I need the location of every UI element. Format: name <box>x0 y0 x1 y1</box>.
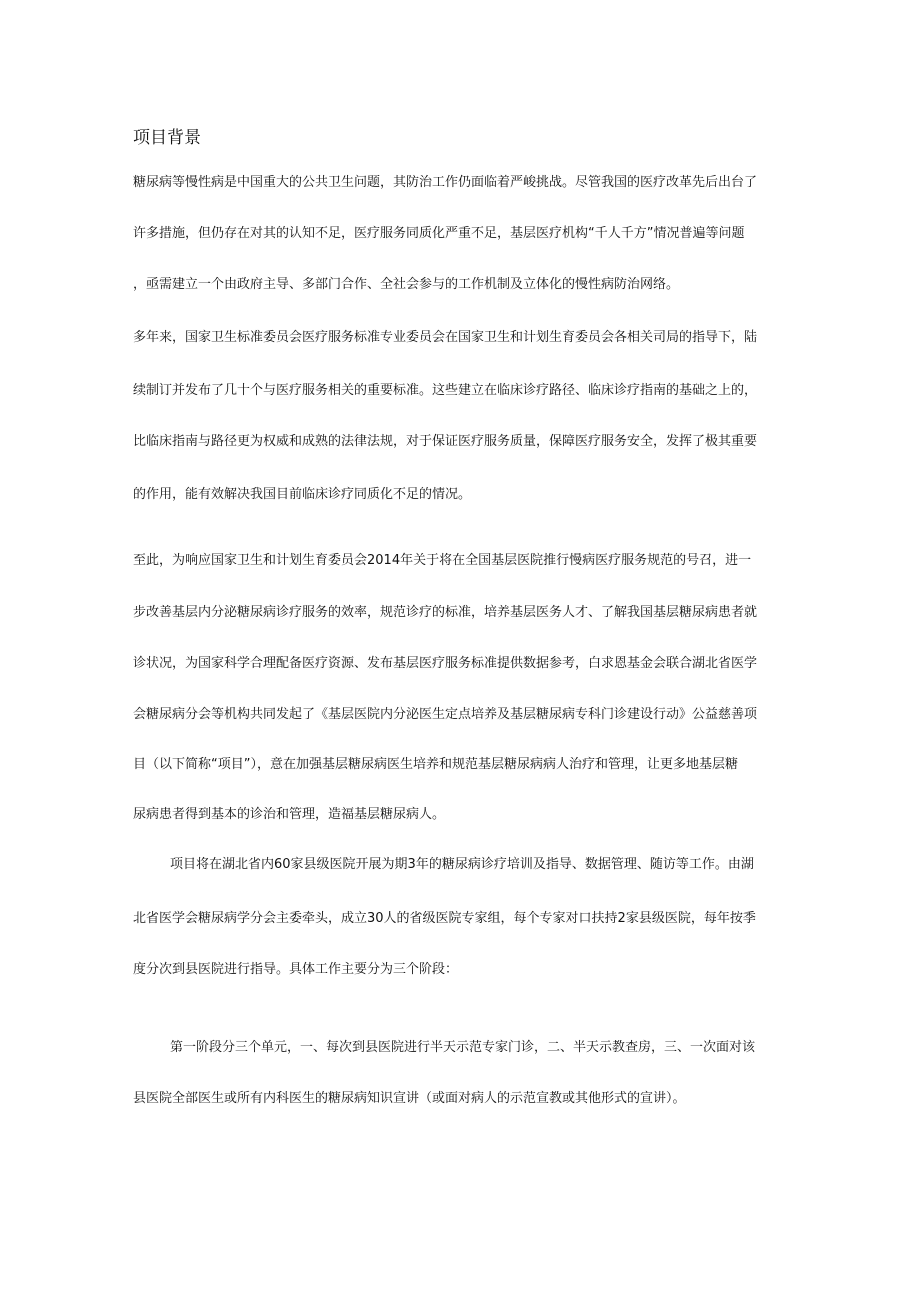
paragraph-line: 的作用，能有效解决我国目前临床诊疗同质化不足的情况。 <box>133 487 472 502</box>
paragraph-line: 会糖尿病分会等机构共同发起了《基层医院内分泌医生定点培养及基层糖尿病专科门诊建设行动》公益慈善项 <box>133 707 758 722</box>
paragraph-line: 尿病患者得到基本的诊治和管理，造福基层糖尿病人。 <box>133 807 446 822</box>
paragraph-line: 许多措施，但仍存在对其的认知不足，医疗服务同质化严重不足，基层医疗机构“千人千方”情况普遍等问题 <box>133 226 745 241</box>
paragraph-line: 第一阶段分三个单元，一、每次到县医院进行半天示范专家门诊，二、半天示教查房，三、一次面对该 <box>170 1040 756 1055</box>
paragraph-line: 北省医学会糖尿病学分会主委牵头，成立30人的省级医院专家组，每个专家对口扶持2家县级医院，每年按季 <box>133 911 756 926</box>
paragraph-line: 县医院全部医生或所有内科医生的糖尿病知识宣讲（或面对病人的示范宣教或其他形式的宣讲）。 <box>133 1091 686 1106</box>
paragraph-line: 步改善基层内分泌糖尿病诊疗服务的效率，规范诊疗的标准，培养基层医务人才、了解我国基层糖尿病患者就 <box>133 605 758 620</box>
paragraph-line: 诊状况，为国家科学合理配备医疗资源、发布基层医疗服务标准提供数据参考，白求恩基金会联合湖北省医学 <box>133 656 758 671</box>
paragraph-line: 多年来，国家卫生标准委员会医疗服务标准专业委员会在国家卫生和计划生育委员会各相关司局的指导下，陆 <box>133 330 758 345</box>
paragraph-line: 至此，为响应国家卫生和计划生育委员会2014年关于将在全国基层医院推行慢病医疗服务规范的号召，进一 <box>133 553 752 568</box>
paragraph-line: 项目将在湖北省内60家县级医院开展为期3年的糖尿病诊疗培训及指导、数据管理、随访等工作。由湖 <box>170 857 754 872</box>
paragraph-line: 糖尿病等慢性病是中国重大的公共卫生问题，其防治工作仍面临着严峻挑战。尽管我国的医疗改革先后出台了 <box>133 175 758 190</box>
paragraph-line: 续制订并发布了几十个与医疗服务相关的重要标准。这些建立在临床诊疗路径、临床诊疗指南的基础之上的， <box>133 383 758 398</box>
paragraph-line: 度分次到县医院进行指导。具体工作主要分为三个阶段： <box>133 962 459 977</box>
paragraph-line: 目（以下简称“项目”），意在加强基层糖尿病医生培养和规范基层糖尿病病人治疗和管理，让更多地基层糖 <box>133 757 738 772</box>
paragraph-line: ，亟需建立一个由政府主导、多部门合作、全社会参与的工作机制及立体化的慢性病防治网络。 <box>133 277 680 292</box>
section-title: 项目背景 <box>133 128 201 148</box>
paragraph-line: 比临床指南与路径更为权威和成熟的法律法规，对于保证医疗服务质量，保障医疗服务安全，发挥了极其重要 <box>133 434 758 449</box>
